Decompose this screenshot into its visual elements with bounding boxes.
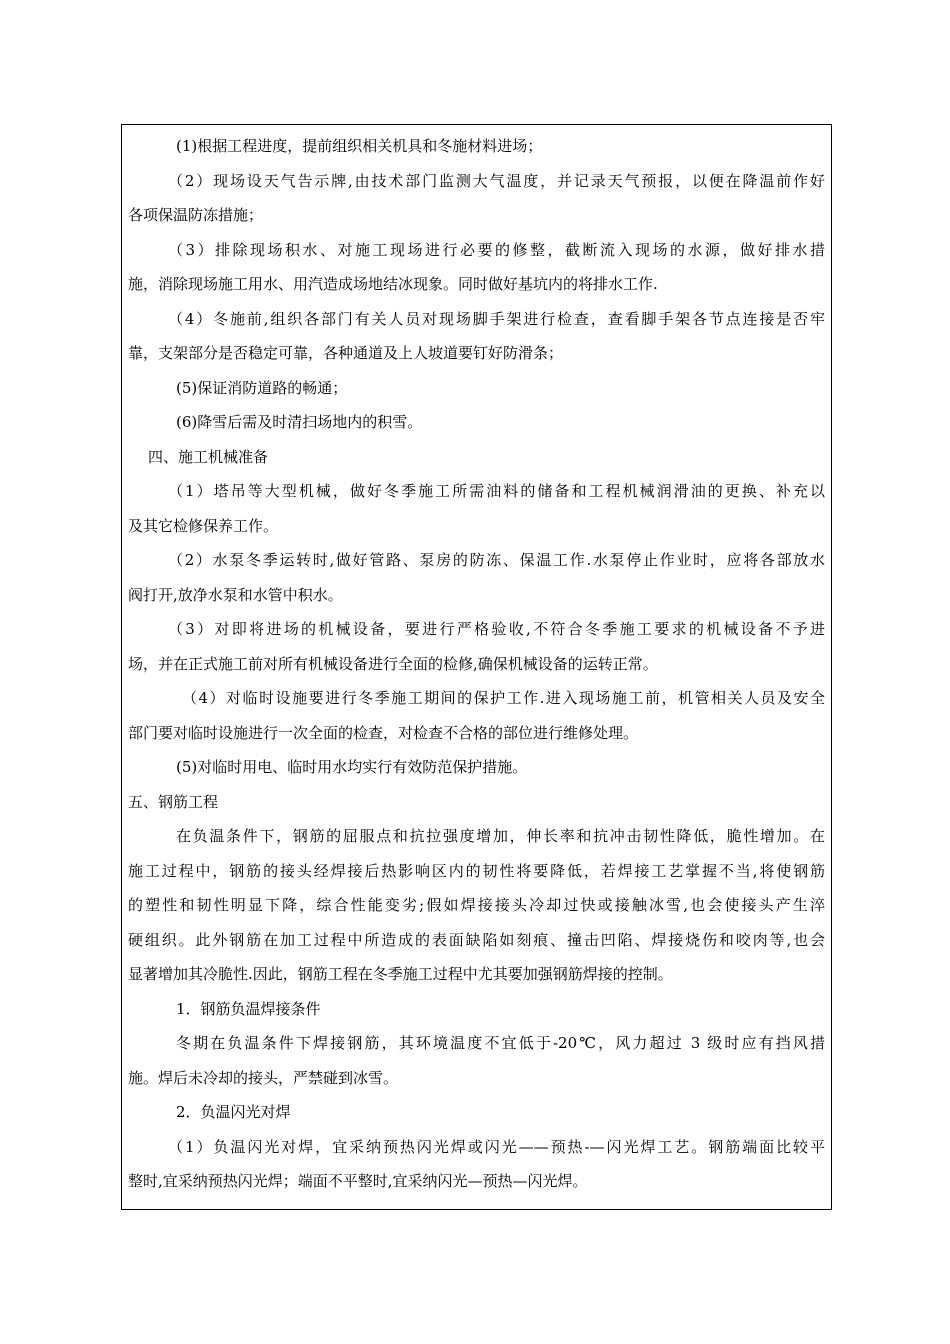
text-line: （3）排除现场积水、对施工现场进行必要的修整，截断流入现场的水源，做好排水措 (168, 240, 825, 259)
text-line: 靠，支架部分是否稳定可靠，各种通道及上人坡道要钉好防滑条； (128, 344, 564, 362)
text-line: 整时,宜采纳预热闪光焊；端面不平整时,宜采纳闪光—预热—闪光焊。 (128, 1172, 588, 1190)
text-line: 施，消除现场施工用水、用汽造成场地结冰现象。同时做好基坑内的将排水工作. (128, 275, 658, 293)
text-line: 阀打开,放净水泵和水管中积水。 (128, 585, 343, 604)
text-line: (1)根据工程进度，提前组织相关机具和冬施材料进场； (176, 137, 543, 155)
text-line: 施。焊后未冷却的接头，严禁碰到冰雪。 (128, 1068, 399, 1087)
text-line: （1）负温闪光对焊，宜采纳预热闪光焊或闪光——预热-—闪光焊工艺。钢筋端面比较平 (168, 1137, 825, 1156)
subsection-heading: 2．负温闪光对焊 (176, 1103, 291, 1121)
text-line: 部门要对临时设施进行一次全面的检查，对检查不合格的部位进行维修处理。 (128, 723, 639, 742)
text-line: (6)降雪后需及时清扫场地内的积雪。 (176, 413, 423, 431)
text-line: 各项保温防冻措施； (128, 206, 264, 224)
section-heading: 四、施工机械准备 (148, 447, 269, 466)
text-line: (5)对临时用电、临时用水均实行有效防范保护措施。 (176, 758, 528, 776)
text-line: （1）塔吊等大型机械，做好冬季施工所需油料的储备和工程机械润滑油的更换、补充以 (168, 482, 825, 500)
text-line: （2）现场设天气告示牌,由技术部门监测大气温度，并记录天气预报，以便在降温前作好 (168, 171, 825, 190)
text-line: 在负温条件下，钢筋的屈服点和抗拉强度增加，伸长率和抗冲击韧性降低，脆性增加。在 (176, 827, 825, 845)
text-line: （4）冬施前,组织各部门有关人员对现场脚手架进行检查，查看脚手架各节点连接是否牢 (168, 309, 825, 328)
text-line: 显著增加其冷脆性.因此，钢筋工程在冬季施工过程中尤其要加强钢筋焊接的控制。 (128, 965, 673, 983)
text-line: （4）对临时设施要进行冬季施工期间的保护工作.进入现场施工前，机管相关人员及安全 (182, 689, 825, 707)
section-heading: 五、钢筋工程 (128, 792, 219, 811)
text-line: 冬期在负温条件下焊接钢筋，其环境温度不宜低于-20℃，风力超过 3 级时应有挡风措 (176, 1034, 825, 1052)
text-line: 施工过程中，钢筋的接头经焊接后热影响区内的韧性将要降低，若焊接工艺掌握不当,将使钢筋 (128, 861, 825, 880)
text-line: 硬组织。此外钢筋在加工过程中所造成的表面缺陷如刻痕、撞击凹陷、焊接烧伤和咬肉等,也会 (128, 930, 825, 949)
text-line: 的塑性和韧性明显下降，综合性能变劣;假如焊接接头冷却过快或接触冰雪,也会使接头产生淬 (128, 896, 825, 914)
text-line: (5)保证消防道路的畅通； (176, 378, 348, 397)
document-table-cell (121, 124, 832, 1210)
text-line: （2）水泵冬季运转时,做好管路、泵房的防冻、保温工作.水泵停止作业时，应将各部放水 (168, 551, 825, 569)
text-line: 场，并在正式施工前对所有机械设备进行全面的检修,确保机械设备的运转正常。 (128, 654, 658, 673)
subsection-heading: 1．钢筋负温焊接条件 (176, 999, 321, 1018)
text-line: （3）对即将进场的机械设备，要进行严格验收,不符合冬季施工要求的机械设备不予进 (168, 620, 825, 638)
text-line: 及其它检修保养工作。 (128, 516, 279, 535)
